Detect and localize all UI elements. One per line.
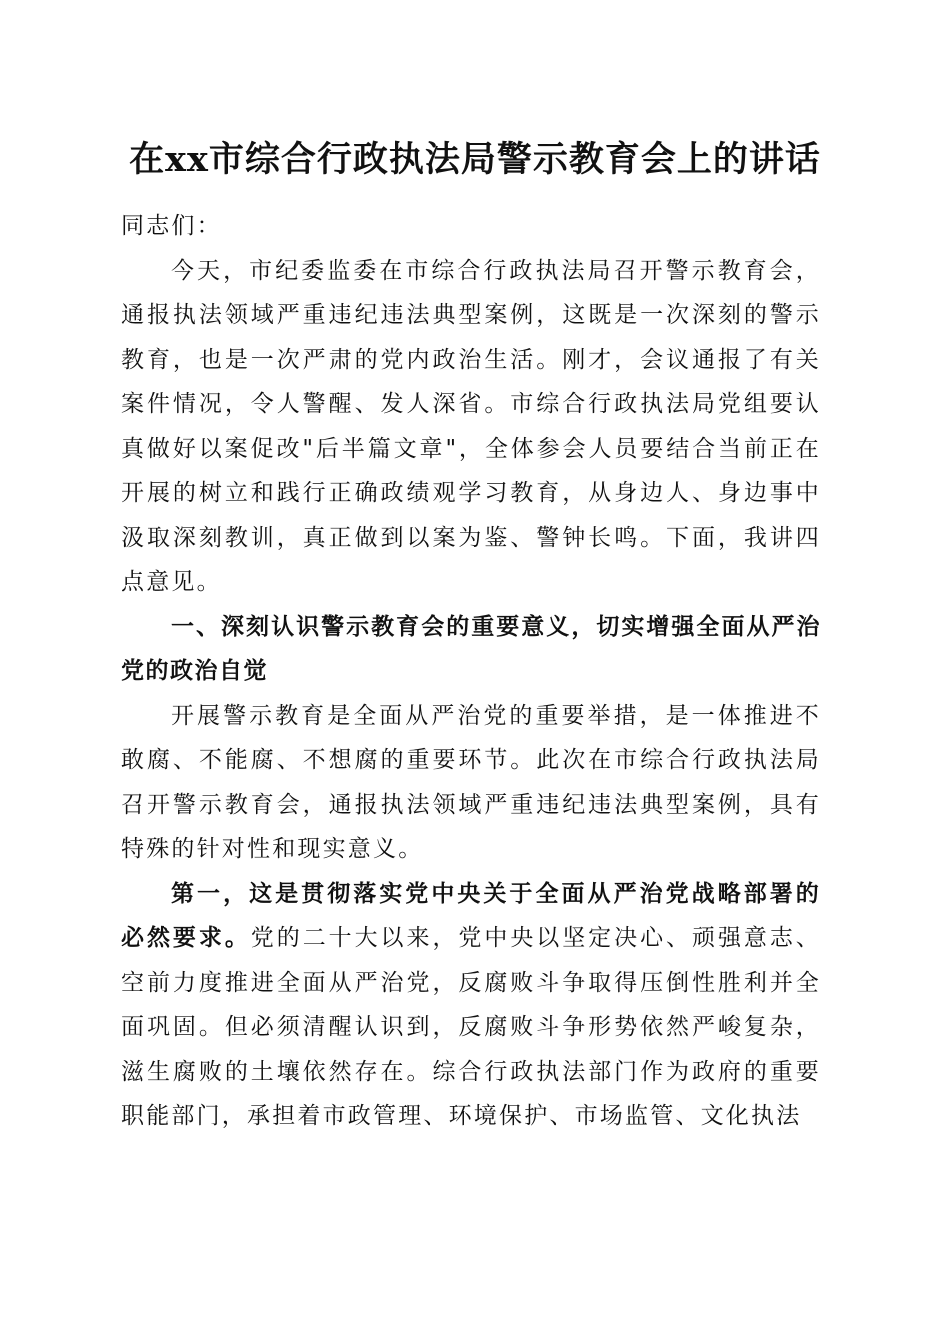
section-1-paragraph: 开展警示教育是全面从严治党的重要举措，是一体推进不敢腐、不能腐、不想腐的重要环节。此次在市综合行政执法局召开警示教育会，通报执法领域严重违纪违法典型案例，具有特殊的针对性和现实意义。	[121, 702, 821, 862]
document-body	[121, 204, 821, 1139]
salutation: 同志们：	[121, 213, 222, 239]
point-1-paragraph	[121, 872, 821, 1139]
intro-paragraph: 今天，市纪委监委在市综合行政执法局召开警示教育会，通报执法领域严重违纪违法典型案例，这既是一次深刻的警示教育，也是一次严肃的党内政治生活。刚才，会议通报了有关案件情况，令人警醒、发人深省。市综合行政执法局党组要认真做好以案促改"后半篇文章"，全体参会人员要结合当前正在开展的树立和践行正确政绩观学习教育，从身边人、身边事中汲取深刻教训，真正做到以案为鉴、警钟长鸣。下面，我讲四点意见。	[121, 257, 821, 595]
section-1-heading: 一、深刻认识警示教育会的重要意义，切实增强全面从严治党的政治自觉	[121, 613, 821, 684]
point-1-lead: 第一，这是贯彻落实党中央关于全面从严治党战略部署的必然要求。	[121, 880, 821, 951]
document-title: 在xx市综合行政执法局警示教育会上的讲话	[129, 139, 821, 180]
point-1-body: 党的二十大以来，党中央以坚定决心、顽强意志、空前力度推进全面从严治党，反腐败斗争取得压倒性胜利并全面巩固。但必须清醒认识到，反腐败斗争形势依然严峻复杂，滋生腐败的土壤依然存在。综合行政执法部门作为政府的重要职能部门，承担着市政管理、环境保护、市场监管、文化执法	[121, 925, 822, 1129]
